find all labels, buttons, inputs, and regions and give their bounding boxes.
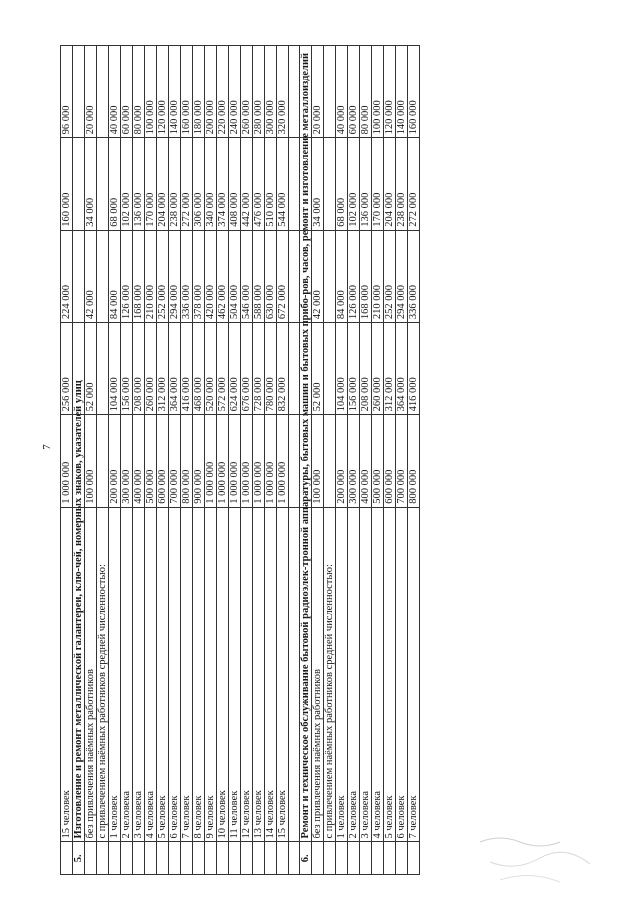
value-cell: 442 000 [241,138,253,230]
row-number [85,842,97,875]
value-cell: 1 000 000 [241,415,253,507]
value-cell: 420 000 [205,230,217,322]
value-cell: 20 000 [85,46,97,138]
value-cell: 260 000 [241,46,253,138]
value-cell: 364 000 [169,323,181,415]
value-cell: 100 000 [85,415,97,507]
value-cell: 1 000 000 [253,415,265,507]
table-row [181,46,193,875]
value-cell [324,323,336,415]
table-row [61,46,73,875]
value-cell: 510 000 [265,138,277,230]
row-number [384,842,396,875]
value-cell [97,323,109,415]
value-cell: 272 000 [408,138,420,230]
value-cell: 624 000 [229,323,241,415]
row-number [193,842,205,875]
table-row [205,46,217,875]
value-cell [97,230,109,322]
value-cell: 156 000 [348,323,360,415]
value-cell: 400 000 [360,415,372,507]
value-cell: 126 000 [121,230,133,322]
value-cell: 80 000 [360,46,372,138]
value-cell: 260 000 [372,323,384,415]
row-number [253,842,265,875]
row-number [157,842,169,875]
table-row [229,46,241,875]
table-row [277,46,289,875]
value-cell: 1 000 000 [217,415,229,507]
row-label: 13 человек [253,507,265,842]
row-label: 6 человек [169,507,181,842]
value-cell: 156 000 [121,323,133,415]
row-number [217,842,229,875]
value-cell: 60 000 [348,46,360,138]
row-label: 1 человек [109,507,121,842]
row-label: 2 человека [121,507,133,842]
value-cell: 238 000 [396,138,408,230]
value-cell: 546 000 [241,230,253,322]
value-cell: 832 000 [277,323,289,415]
value-cell [97,415,109,507]
value-cell: 180 000 [193,46,205,138]
value-cell: 100 000 [372,46,384,138]
value-cell: 300 000 [348,415,360,507]
value-cell: 68 000 [109,138,121,230]
value-cell [97,138,109,230]
value-cell: 210 000 [145,230,157,322]
value-cell: 600 000 [384,415,396,507]
table-row [133,46,145,875]
value-cell: 252 000 [157,230,169,322]
row-label: 14 человек [265,507,277,842]
value-cell [73,46,85,138]
value-cell: 312 000 [384,323,396,415]
value-cell: 700 000 [396,415,408,507]
value-cell: 500 000 [372,415,384,507]
value-cell: 200 000 [205,46,217,138]
section-title: Изготовление и ремонт металлической галантереи, клю-чей, номерных знаков, указателей улиц [73,507,85,842]
row-number [348,842,360,875]
row-number [360,842,372,875]
section-title: Ремонт и техническое обслуживание бытовой радиоэлек-тронной аппаратуры, бытовых машин и бытовых прибо-ров, часов, ремонт и изготовление металлоизделий [300,507,312,842]
row-label: 4 человека [372,507,384,842]
row-number [133,842,145,875]
value-cell: 1 000 000 [229,415,241,507]
value-cell: 800 000 [408,415,420,507]
value-cell: 160 000 [408,46,420,138]
value-cell: 416 000 [181,323,193,415]
row-number [181,842,193,875]
table-row [193,46,205,875]
value-cell: 42 000 [312,230,324,322]
value-cell: 40 000 [109,46,121,138]
value-cell: 800 000 [181,415,193,507]
value-cell [324,138,336,230]
row-label: 3 человека [360,507,372,842]
value-cell: 224 000 [61,230,73,322]
value-cell: 104 000 [109,323,121,415]
table-row [324,46,336,875]
value-cell: 200 000 [336,415,348,507]
row-label: с привлечением наёмных работников средней численностью: [324,507,336,842]
value-cell [324,230,336,322]
row-label: с привлечением наёмных работников средней численностью: [97,507,109,842]
table-row [121,46,133,875]
value-cell: 136 000 [360,138,372,230]
value-cell: 408 000 [229,138,241,230]
value-cell: 240 000 [229,46,241,138]
value-cell: 1 000 000 [205,415,217,507]
value-cell: 126 000 [348,230,360,322]
row-number [336,842,348,875]
table-row [241,46,253,875]
table-row [348,46,360,875]
value-cell: 294 000 [169,230,181,322]
row-label: 1 человек [336,507,348,842]
value-cell: 168 000 [360,230,372,322]
table-row [408,46,420,875]
row-label: 6 человек [396,507,408,842]
value-cell: 238 000 [169,138,181,230]
table-row [145,46,157,875]
row-number [408,842,420,875]
row-label: 8 человек [193,507,205,842]
value-cell [73,138,85,230]
row-number [277,842,289,875]
value-cell: 468 000 [193,323,205,415]
value-cell: 100 000 [145,46,157,138]
value-cell: 600 000 [157,415,169,507]
table-row [265,46,277,875]
value-cell: 102 000 [348,138,360,230]
row-number [169,842,181,875]
value-cell: 34 000 [312,138,324,230]
row-number [121,842,133,875]
table-row [336,46,348,875]
row-label: 9 человек [205,507,217,842]
section-header-row [300,46,312,875]
value-cell: 1 000 000 [61,415,73,507]
value-cell: 504 000 [229,230,241,322]
value-cell: 120 000 [384,46,396,138]
row-number [145,842,157,875]
value-cell: 104 000 [336,323,348,415]
row-number [324,842,336,875]
value-cell: 306 000 [193,138,205,230]
row-number: 6. [300,842,312,875]
value-cell: 294 000 [396,230,408,322]
value-cell: 40 000 [336,46,348,138]
value-cell: 280 000 [253,46,265,138]
row-number [372,842,384,875]
value-cell: 52 000 [312,323,324,415]
row-number [109,842,121,875]
value-cell: 170 000 [145,138,157,230]
value-cell: 588 000 [253,230,265,322]
row-label: 4 человека [145,507,157,842]
value-cell: 378 000 [193,230,205,322]
value-cell: 252 000 [384,230,396,322]
row-label: 5 человек [157,507,169,842]
value-cell: 676 000 [241,323,253,415]
value-cell: 136 000 [133,138,145,230]
value-cell: 204 000 [157,138,169,230]
row-label: без привлечения наёмных работников [85,507,97,842]
table-row [109,46,121,875]
value-cell: 544 000 [277,138,289,230]
value-cell: 630 000 [265,230,277,322]
value-cell: 20 000 [312,46,324,138]
row-label: 5 человек [384,507,396,842]
value-cell: 160 000 [181,46,193,138]
value-cell: 96 000 [61,46,73,138]
spacer-row [289,46,300,875]
row-label: 12 человек [241,507,253,842]
value-cell: 374 000 [217,138,229,230]
value-cell: 204 000 [384,138,396,230]
value-cell [324,415,336,507]
value-cell: 416 000 [408,323,420,415]
row-number [61,842,73,875]
value-cell: 140 000 [169,46,181,138]
row-label: 3 человека [133,507,145,842]
row-number: 5. [73,842,85,875]
value-cell: 256 000 [61,323,73,415]
row-number [241,842,253,875]
value-cell: 476 000 [253,138,265,230]
value-cell: 168 000 [133,230,145,322]
value-cell [73,230,85,322]
row-label: 10 человек [217,507,229,842]
value-cell: 84 000 [109,230,121,322]
table-row [372,46,384,875]
value-cell: 572 000 [217,323,229,415]
table-row [360,46,372,875]
value-cell: 500 000 [145,415,157,507]
value-cell: 84 000 [336,230,348,322]
value-cell: 336 000 [181,230,193,322]
table-row [396,46,408,875]
row-label: 15 человек [61,507,73,842]
table-row [312,46,324,875]
value-cell: 120 000 [157,46,169,138]
value-cell: 160 000 [61,138,73,230]
value-cell: 520 000 [205,323,217,415]
value-cell: 900 000 [193,415,205,507]
rotated-page [60,45,560,875]
table-row [253,46,265,875]
value-cell: 140 000 [396,46,408,138]
row-number [97,842,109,875]
value-cell: 102 000 [121,138,133,230]
table-row [169,46,181,875]
value-cell: 728 000 [253,323,265,415]
value-cell: 220 000 [217,46,229,138]
table-row [157,46,169,875]
table-row [217,46,229,875]
value-cell: 210 000 [372,230,384,322]
value-cell [324,46,336,138]
value-cell: 80 000 [133,46,145,138]
value-cell: 52 000 [85,323,97,415]
value-cell: 312 000 [157,323,169,415]
table-row [97,46,109,875]
row-label: 2 человека [348,507,360,842]
table-row [384,46,396,875]
value-cell: 364 000 [396,323,408,415]
row-label: 15 человек [277,507,289,842]
table-row [85,46,97,875]
value-cell: 272 000 [181,138,193,230]
row-number [312,842,324,875]
value-cell: 780 000 [265,323,277,415]
value-cell: 320 000 [277,46,289,138]
value-cell: 462 000 [217,230,229,322]
value-cell: 300 000 [121,415,133,507]
row-label: 7 человек [181,507,193,842]
value-cell: 170 000 [372,138,384,230]
row-number [265,842,277,875]
row-label: 7 человек [408,507,420,842]
row-number [229,842,241,875]
value-cell: 208 000 [360,323,372,415]
row-label: без привлечения наёмных работников [312,507,324,842]
value-cell: 100 000 [312,415,324,507]
value-cell: 260 000 [145,323,157,415]
value-cell: 208 000 [133,323,145,415]
row-number [396,842,408,875]
value-cell: 340 000 [205,138,217,230]
section-header-row [73,46,85,875]
value-cell: 1 000 000 [277,415,289,507]
value-cell: 336 000 [408,230,420,322]
value-cell: 672 000 [277,230,289,322]
page-number: 7 [40,444,53,450]
value-cell: 200 000 [109,415,121,507]
value-cell: 60 000 [121,46,133,138]
value-cell: 300 000 [265,46,277,138]
value-cell: 1 000 000 [265,415,277,507]
value-cell: 400 000 [133,415,145,507]
value-cell: 42 000 [85,230,97,322]
value-cell: 700 000 [169,415,181,507]
value-cell [97,46,109,138]
row-number [205,842,217,875]
faint-stamp-mark [470,822,620,892]
value-cell: 68 000 [336,138,348,230]
row-label: 11 человек [229,507,241,842]
tax-rate-table [60,45,420,875]
value-cell: 34 000 [85,138,97,230]
